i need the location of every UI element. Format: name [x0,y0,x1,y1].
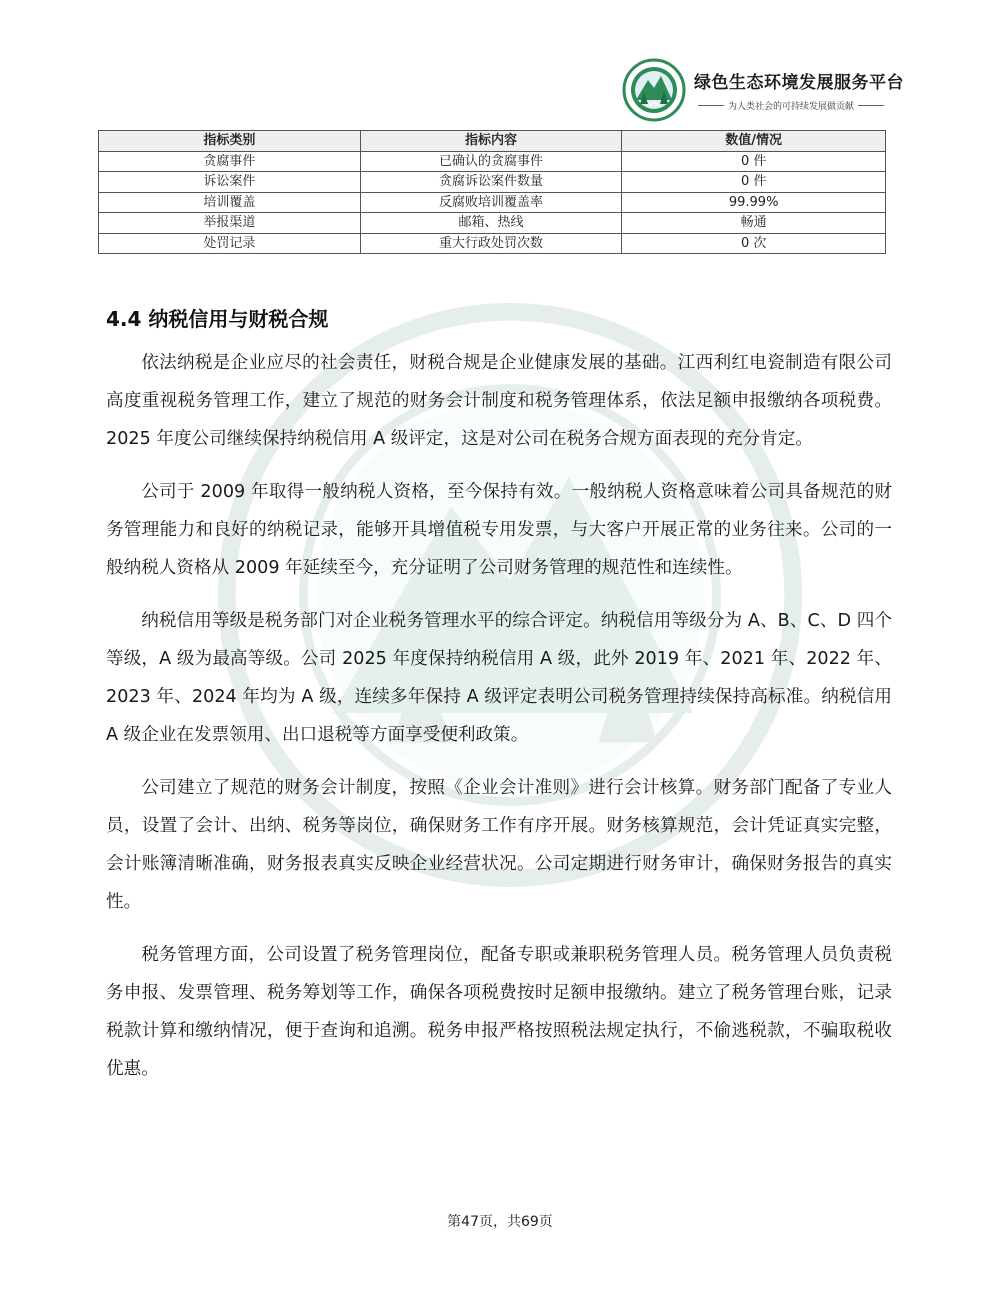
table-cell: 贪腐事件 [99,151,361,172]
slogan-dash-right [858,105,884,106]
table-cell: 0 件 [622,151,886,172]
table-cell: 举报渠道 [99,213,361,234]
table-cell: 0 件 [622,172,886,193]
table-header-row [99,131,886,152]
eco-platform-logo-icon [622,58,686,122]
table-cell: 贪腐诉讼案件数量 [360,172,622,193]
section-body [106,344,892,1103]
paragraph: 依法纳税是企业应尽的社会责任，财税合规是企业健康发展的基础。江西利红电瓷制造有限公司高度重视税务管理工作，建立了规范的财务会计制度和税务管理体系，依法足额申报缴纳各项税费。2025 年度公司继续保持纳税信用 A 级评定，这是对公司在税务合规方面表现的充分肯定。 [106,353,892,449]
table-row [99,233,886,254]
table-cell: 99.99% [622,192,886,213]
table-cell: 重大行政处罚次数 [360,233,622,254]
table-cell: 畅通 [622,213,886,234]
table-row [99,151,886,172]
table-cell: 0 次 [622,233,886,254]
page-number: 第47页，共69页 [447,1214,553,1230]
slogan-dash-left [698,105,724,106]
table-row [99,192,886,213]
table-row [99,172,886,193]
table-row [99,213,886,234]
paragraph: 公司建立了规范的财务会计制度，按照《企业会计准则》进行会计核算。财务部门配备了专业人员，设置了会计、出纳、税务等岗位，确保财务工作有序开展。财务核算规范，会计凭证真实完整，会计账簿清晰准确，财务报表真实反映企业经营状况。公司定期进行财务审计，确保财务报告的真实性。 [106,778,892,912]
column-header: 数值/情况 [622,131,886,152]
table-cell: 培训覆盖 [99,192,361,213]
table-cell: 反腐败培训覆盖率 [360,192,622,213]
paragraph: 公司于 2009 年取得一般纳税人资格，至今保持有效。一般纳税人资格意味着公司具备规范的财务管理能力和良好的纳税记录，能够开具增值税专用发票，与大客户开展正常的业务往来。公司的一般纳税人资格从 2009 年延续至今，充分证明了公司财务管理的规范性和连续性。 [106,482,892,578]
page-header [622,60,902,120]
column-header: 指标内容 [360,131,622,152]
paragraph: 税务管理方面，公司设置了税务管理岗位，配备专职或兼职税务管理人员。税务管理人员负责税务申报、发票管理、税务筹划等工作，确保各项税费按时足额申报缴纳。建立了税务管理台账，记录税款计算和缴纳情况，便于查询和追溯。税务申报严格按照税法规定执行，不偷逃税款，不骗取税收优惠。 [106,945,892,1079]
platform-name: 绿色生态环境发展服务平台 [694,73,904,93]
column-header: 指标类别 [99,131,361,152]
paragraph: 纳税信用等级是税务部门对企业税务管理水平的综合评定。纳税信用等级分为 A、B、C、D 四个等级，A 级为最高等级。公司 2025 年度保持纳税信用 A 级，此外 2019 年、2021 年、2022 年、2023 年、2024 年均为 A 级，连续多年保持 A 级评定表明公司税务管理持续保持高标准。纳税信用 A 级企业在发票领用、出口退税等方面享受便利政策。 [106,611,892,745]
slogan-text: 为人类社会的可持续发展做贡献 [728,102,855,112]
table-cell: 诉讼案件 [99,172,361,193]
slogan [694,99,904,112]
table-cell: 邮箱、热线 [360,213,622,234]
anti-corruption-metrics-table [98,130,886,254]
section-title: 4.4 纳税信用与财税合规 [106,307,329,331]
table-cell: 处罚记录 [99,233,361,254]
table-cell: 已确认的贪腐事件 [360,151,622,172]
